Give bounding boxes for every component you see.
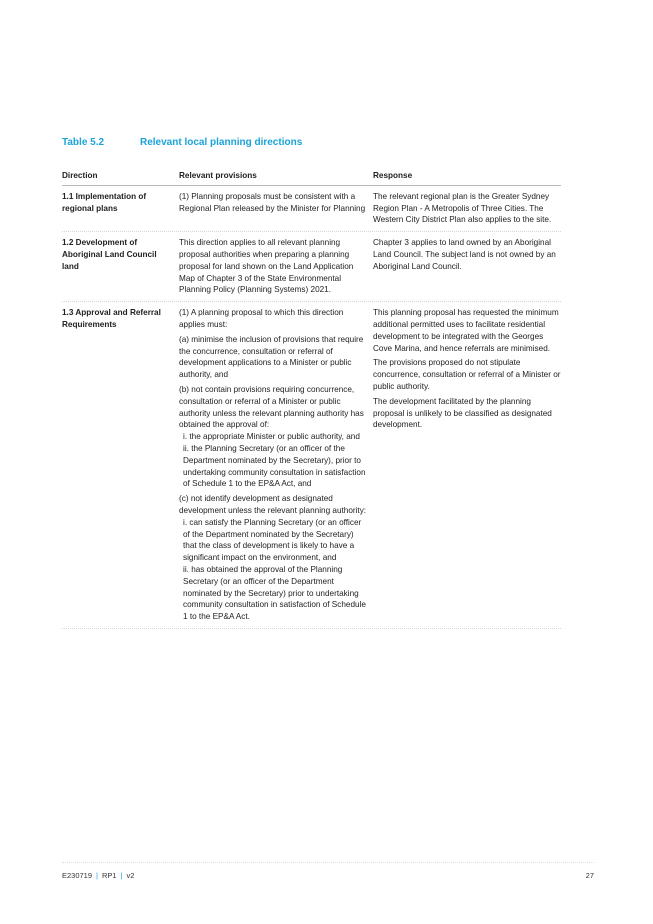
table-row bbox=[62, 186, 561, 232]
provision-block-b bbox=[179, 384, 367, 490]
direction-cell: 1.3 Approval and Referral Requirements bbox=[62, 308, 161, 329]
provision-paragraph: (b) not contain provisions requiring concurrence, consultation or referral of a Minister or public authority unless the relevant planning authority has obtained the approval of: bbox=[179, 384, 364, 430]
footer-separator: | bbox=[96, 871, 98, 880]
response-cell bbox=[373, 191, 561, 226]
header-response: Response bbox=[373, 171, 413, 180]
table-row bbox=[62, 232, 561, 302]
provisions-cell bbox=[179, 307, 373, 623]
footer-separator: | bbox=[120, 871, 123, 880]
header-relevant-provisions: Relevant provisions bbox=[179, 171, 257, 180]
provisions-cell bbox=[179, 237, 373, 296]
response-cell bbox=[373, 237, 561, 296]
provision-paragraph: (1) A planning proposal to which this direction applies must: bbox=[179, 308, 344, 329]
table-title: Relevant local planning directions bbox=[140, 137, 303, 148]
response-cell bbox=[373, 307, 561, 623]
doc-id: E230719 bbox=[62, 871, 93, 880]
footer-divider bbox=[62, 862, 594, 863]
footer-doc-info bbox=[62, 871, 134, 880]
table-number: Table 5.2 bbox=[62, 137, 105, 148]
response-paragraph: This planning proposal has requested the minimum additional permitted uses to facilitate residential development to be integrated with the Georges Cove Marina, and hence referrals are minimised. bbox=[373, 308, 559, 353]
provision-paragraph: (a) minimise the inclusion of provisions that require the concurrence, consultation or referral of development applications to a Minister or public authority, and bbox=[179, 334, 364, 380]
response-paragraph: The provisions proposed do not stipulate concurrence, consultation or referral of a Minister or public authority. bbox=[373, 358, 561, 391]
provision-block-c bbox=[179, 493, 367, 623]
response-paragraph: The development facilitated by the planning proposal is unlikely to be classified as designated development. bbox=[373, 396, 552, 430]
response-paragraph: The relevant regional plan is the Greater Sydney Region Plan - A Metropolis of Three Cities. The Western City District Plan also applies to the site. bbox=[373, 191, 552, 225]
page-number: 27 bbox=[585, 871, 594, 880]
provision-paragraph: (1) Planning proposals must be consistent with a Regional Plan released by the Minister for Planning bbox=[179, 191, 366, 213]
header-direction: Direction bbox=[62, 171, 98, 180]
provision-paragraph: This direction applies to all relevant planning proposal authorities when preparing a planning proposal for land shown on the Land Application Map of Chapter 3 of the State Environmental Planning Policy (Planning Systems) 2021. bbox=[179, 238, 354, 295]
table-header-row bbox=[62, 170, 561, 186]
direction-cell: 1.1 Implementation of regional plans bbox=[62, 191, 147, 213]
provisions-cell bbox=[179, 191, 373, 226]
planning-directions-table bbox=[62, 170, 561, 629]
provision-subitem: i. can satisfy the Planning Secretary (or an officer of the Department nominated by the Secretary) that the class of development is likely to have a significant impact on the environment, and bbox=[183, 517, 362, 563]
provision-subitem: ii. has obtained the approval of the Planning Secretary (or an officer of the Department nominated by the Secretary) prior to undertaking community consultation in satisfaction of Schedule 1 to the EP&A Act. bbox=[183, 564, 366, 622]
table-caption bbox=[62, 137, 302, 148]
table-row bbox=[62, 302, 561, 629]
response-paragraph: Chapter 3 applies to land owned by an Aboriginal Land Council. The subject land is not owned by an Aboriginal Land Council. bbox=[373, 238, 556, 271]
provision-subitem: i. the appropriate Minister or public authority, and bbox=[183, 432, 360, 442]
report-id: RP1 bbox=[101, 871, 117, 880]
provision-paragraph: (c) not identify development as designated development unless the relevant planning authority: bbox=[179, 494, 367, 515]
provision-subitem: ii. the Planning Secretary (or an officer of the Department nominated by the Secretary), prior to undertaking community consultation in satisfaction of Schedule 1 to the EP&A Act, and bbox=[183, 443, 366, 489]
direction-cell: 1.2 Development of Aboriginal Land Council land bbox=[62, 238, 157, 271]
version: v2 bbox=[126, 871, 135, 880]
